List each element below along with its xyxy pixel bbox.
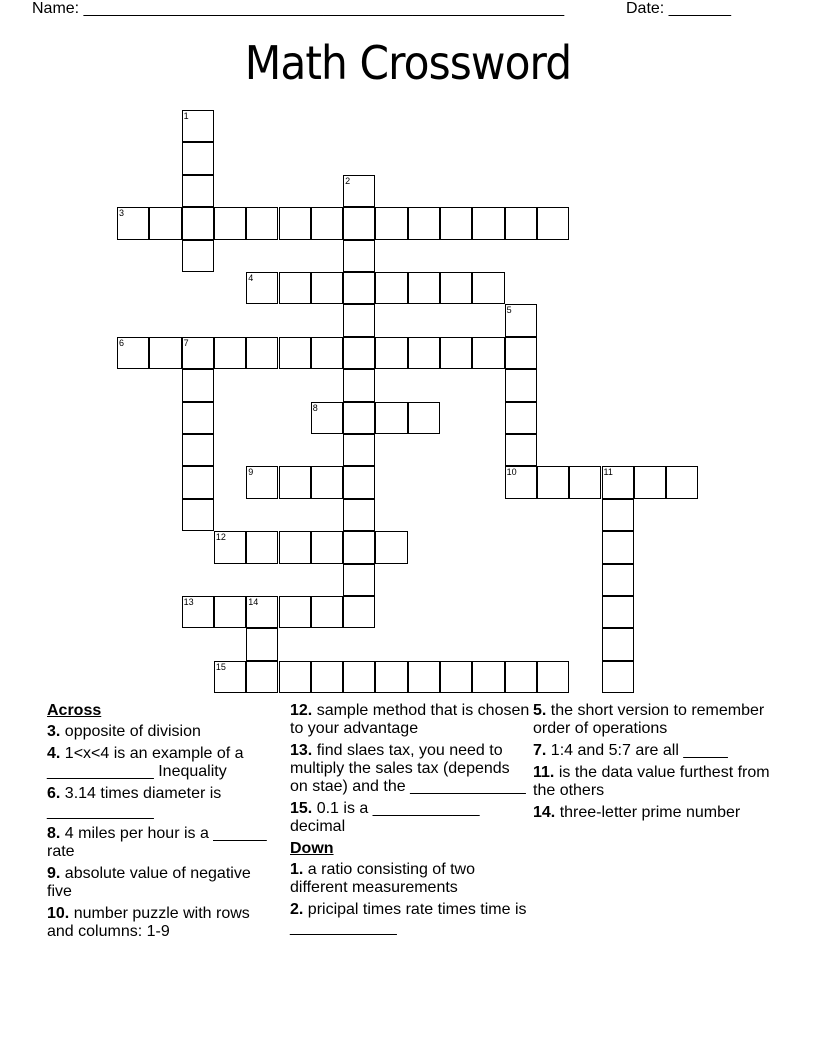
date-field[interactable]: Date: _______ [626, 0, 731, 17]
grid-cell[interactable] [214, 207, 246, 239]
grid-cell[interactable] [408, 207, 440, 239]
clue-across-12 [290, 702, 530, 738]
clue-text: number puzzle with rows and columns: 1-9 [47, 905, 250, 940]
grid-cell[interactable] [343, 304, 375, 336]
grid-cell[interactable] [343, 499, 375, 531]
grid-cell[interactable] [214, 596, 246, 628]
grid-cell[interactable] [602, 661, 634, 693]
grid-cell[interactable] [602, 596, 634, 628]
grid-cell[interactable] [505, 661, 537, 693]
clue-across-15 [290, 800, 530, 836]
grid-cell[interactable] [440, 207, 472, 239]
grid-cell[interactable] [343, 207, 375, 239]
clue-down-1 [290, 861, 530, 897]
clue-down-11 [533, 764, 773, 800]
grid-cell[interactable] [343, 402, 375, 434]
grid-cell[interactable] [408, 337, 440, 369]
grid-cell[interactable] [246, 337, 278, 369]
grid-cell[interactable] [537, 466, 569, 498]
grid-cell[interactable] [472, 661, 504, 693]
clue-number: 11. [533, 764, 555, 781]
clue-text: 1<x<4 is an example of a ____________ Inequality [47, 745, 244, 780]
grid-cell[interactable] [182, 175, 214, 207]
clue-number: 10. [47, 905, 70, 922]
cell-number: 5 [506, 305, 512, 316]
grid-cell[interactable] [440, 337, 472, 369]
grid-cell[interactable] [311, 596, 343, 628]
grid-cell[interactable] [408, 272, 440, 304]
grid-cell[interactable] [343, 531, 375, 563]
grid-cell[interactable] [182, 110, 214, 142]
cell-number: 7 [183, 337, 189, 348]
grid-cell[interactable] [182, 207, 214, 239]
grid-cell[interactable] [472, 207, 504, 239]
grid-cell[interactable] [311, 661, 343, 693]
grid-cell[interactable] [343, 564, 375, 596]
grid-cell[interactable] [214, 531, 246, 563]
grid-cell[interactable] [214, 661, 246, 693]
grid-cell[interactable] [472, 337, 504, 369]
grid-cell[interactable] [279, 272, 311, 304]
grid-cell[interactable] [375, 207, 407, 239]
grid-cell[interactable] [246, 207, 278, 239]
cell-number: 13 [183, 597, 194, 607]
clue-across-8 [47, 825, 277, 861]
grid-cell[interactable] [505, 402, 537, 434]
grid-cell[interactable] [343, 272, 375, 304]
clue-number: 6. [47, 785, 61, 802]
grid-cell[interactable] [375, 272, 407, 304]
grid-cell[interactable] [602, 564, 634, 596]
grid-cell[interactable] [182, 434, 214, 466]
cell-number: 1 [183, 111, 189, 121]
grid-cell[interactable] [666, 466, 698, 498]
cell-number: 2 [345, 175, 351, 186]
grid-cell[interactable] [182, 240, 214, 272]
grid-cell[interactable] [343, 240, 375, 272]
grid-cell[interactable] [279, 661, 311, 693]
cell-number: 3 [119, 208, 125, 219]
clue-down-7 [533, 742, 773, 760]
page-title: Math Crossword [244, 36, 572, 90]
clue-text: is the data value furthest from the others [533, 764, 770, 799]
cell-number: 12 [215, 532, 226, 543]
cell-number: 11 [603, 467, 613, 478]
clue-across-4 [47, 745, 277, 781]
grid-cell[interactable] [505, 337, 537, 369]
grid-cell[interactable] [343, 175, 375, 207]
grid-cell[interactable] [602, 466, 634, 498]
clue-number: 2. [290, 901, 304, 918]
clue-text: 3.14 times diameter is ____________ [47, 785, 222, 820]
grid-cell[interactable] [214, 337, 246, 369]
grid-cell[interactable] [279, 466, 311, 498]
cell-number: 8 [312, 402, 318, 413]
grid-cell[interactable] [246, 596, 278, 628]
grid-cell[interactable] [182, 369, 214, 401]
clues-column-2 [290, 702, 530, 941]
grid-cell[interactable] [505, 304, 537, 336]
clue-across-9 [47, 865, 277, 901]
cell-number: 15 [215, 661, 226, 672]
clue-across-13 [290, 742, 530, 796]
grid-cell[interactable] [408, 402, 440, 434]
grid-cell[interactable] [279, 531, 311, 563]
clue-number: 1. [290, 861, 304, 878]
cell-number: 6 [119, 337, 125, 348]
clue-number: 8. [47, 825, 61, 842]
across-heading: Across [47, 702, 102, 719]
grid-cell[interactable] [311, 466, 343, 498]
clue-number: 3. [47, 723, 61, 740]
clue-across-6 [47, 785, 277, 821]
grid-cell[interactable] [375, 661, 407, 693]
grid-cell[interactable] [311, 207, 343, 239]
cell-number: 10 [506, 467, 517, 478]
clue-text: find slaes tax, you need to multiply the sales tax (depends on stae) and the _____________ [290, 742, 526, 795]
grid-cell[interactable] [311, 337, 343, 369]
clue-number: 4. [47, 745, 61, 762]
clue-text: 1:4 and 5:7 are all _____ [550, 742, 728, 759]
clue-text: opposite of division [64, 723, 201, 740]
grid-cell[interactable] [343, 661, 375, 693]
grid-cell[interactable] [408, 661, 440, 693]
grid-cell[interactable] [246, 272, 278, 304]
grid-cell[interactable] [311, 402, 343, 434]
grid-cell[interactable] [602, 628, 634, 660]
grid-cell[interactable] [182, 142, 214, 174]
clue-text: a ratio consisting of two different measurements [290, 861, 475, 896]
grid-cell[interactable] [182, 499, 214, 531]
grid-cell[interactable] [246, 661, 278, 693]
grid-cell[interactable] [182, 402, 214, 434]
grid-cell[interactable] [505, 434, 537, 466]
grid-cell[interactable] [182, 596, 214, 628]
clue-across-10 [47, 905, 277, 941]
grid-cell[interactable] [246, 531, 278, 563]
clue-text: sample method that is chosen to your advantage [290, 702, 530, 737]
grid-cell[interactable] [343, 369, 375, 401]
grid-cell[interactable] [505, 369, 537, 401]
grid-cell[interactable] [117, 337, 149, 369]
grid-cell[interactable] [375, 402, 407, 434]
clue-number: 9. [47, 865, 61, 882]
grid-cell[interactable] [505, 466, 537, 498]
grid-cell[interactable] [343, 337, 375, 369]
grid-cell[interactable] [246, 466, 278, 498]
grid-cell[interactable] [440, 661, 472, 693]
clue-text: pricipal times rate times time is ____________ [290, 901, 527, 936]
grid-cell[interactable] [117, 207, 149, 239]
clues-column-3 [533, 702, 773, 826]
grid-cell[interactable] [246, 628, 278, 660]
grid-cell[interactable] [505, 207, 537, 239]
clue-text: absolute value of negative five [47, 865, 251, 900]
clue-down-14 [533, 804, 773, 822]
grid-cell[interactable] [343, 596, 375, 628]
clue-number: 14. [533, 804, 556, 821]
clue-number: 12. [290, 702, 313, 719]
grid-cell[interactable] [602, 499, 634, 531]
grid-cell[interactable] [311, 531, 343, 563]
grid-cell[interactable] [375, 337, 407, 369]
grid-cell[interactable] [182, 337, 214, 369]
grid-cell[interactable] [537, 661, 569, 693]
grid-cell[interactable] [279, 596, 311, 628]
grid-cell[interactable] [634, 466, 666, 498]
grid-cell[interactable] [182, 466, 214, 498]
clue-text: 4 miles per hour is a ______ rate [47, 825, 267, 860]
grid-cell[interactable] [343, 466, 375, 498]
clue-number: 15. [290, 800, 313, 817]
grid-cell[interactable] [149, 207, 181, 239]
grid-cell[interactable] [537, 207, 569, 239]
cell-number: 9 [248, 467, 254, 478]
cell-number: 4 [248, 273, 254, 283]
grid-cell[interactable] [311, 272, 343, 304]
clue-number: 5. [533, 702, 547, 719]
clue-text: three-letter prime number [559, 804, 741, 821]
clue-number: 7. [533, 742, 547, 759]
grid-cell[interactable] [149, 337, 181, 369]
clues-column-1 [47, 702, 277, 945]
grid-cell[interactable] [279, 337, 311, 369]
down-heading: Down [290, 840, 334, 857]
grid-cell[interactable] [472, 272, 504, 304]
clue-text: the short version to remember order of operations [533, 702, 765, 737]
cell-number: 14 [248, 597, 259, 607]
clue-down-2 [290, 901, 530, 937]
clue-across-3 [47, 723, 277, 741]
grid-cell[interactable] [343, 434, 375, 466]
clue-text: 0.1 is a ____________ decimal [290, 800, 480, 835]
grid-cell[interactable] [279, 207, 311, 239]
grid-cell[interactable] [569, 466, 601, 498]
name-field[interactable]: Name: ______________________________________________________ [32, 0, 565, 17]
grid-cell[interactable] [602, 531, 634, 563]
grid-cell[interactable] [440, 272, 472, 304]
clue-number: 13. [290, 742, 313, 759]
grid-cell[interactable] [375, 531, 407, 563]
clue-down-5 [533, 702, 773, 738]
